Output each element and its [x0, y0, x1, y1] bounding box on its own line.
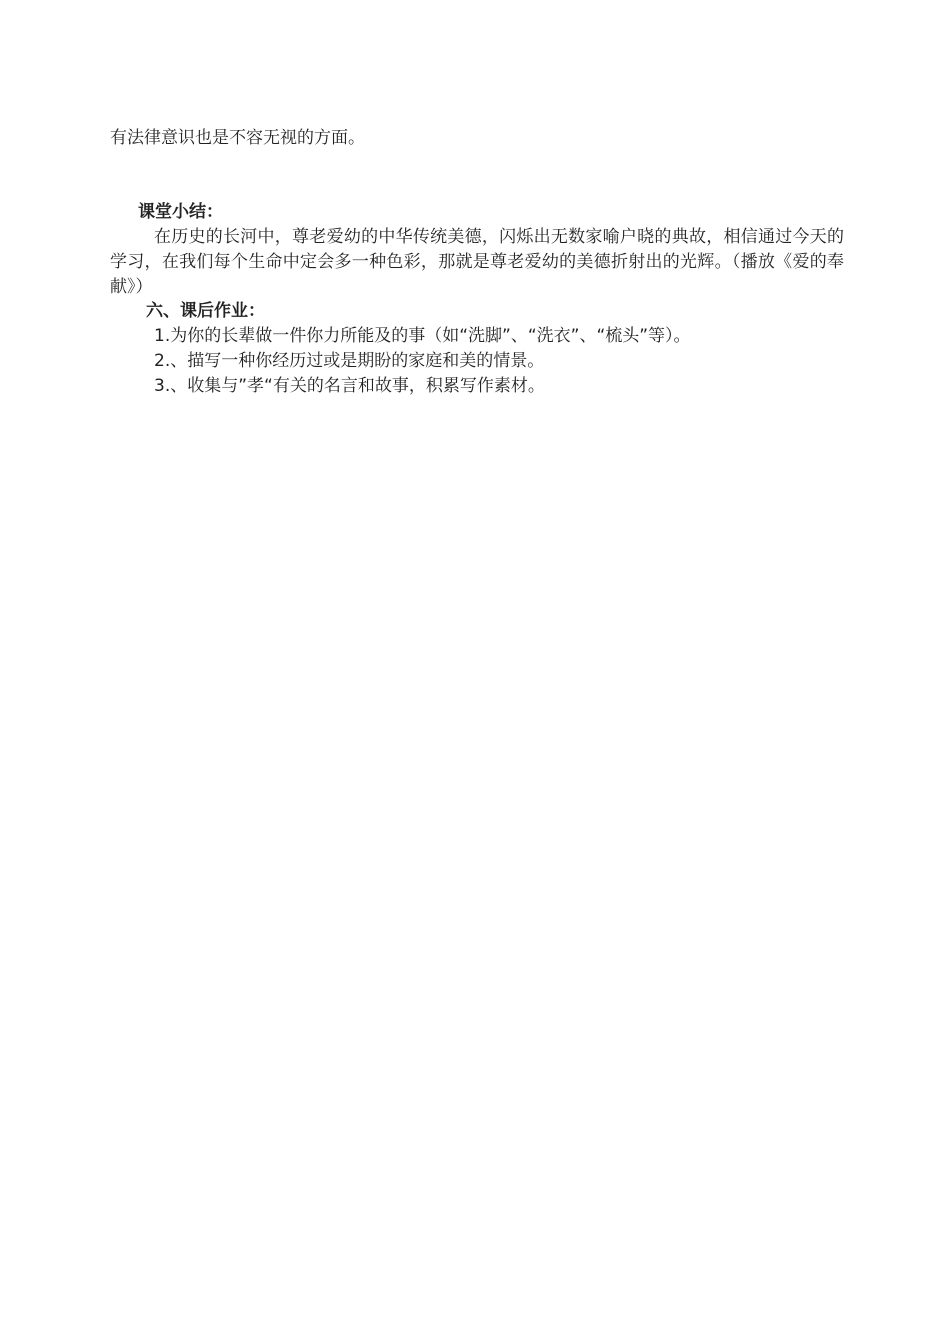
homework-item-1: 1.为你的长辈做一件你力所能及的事（如“洗脚”、“洗衣”、“梳头”等）。: [154, 326, 691, 346]
homework-item-3: 3.、收集与”孝“有关的名言和故事，积累写作素材。: [154, 376, 545, 396]
intro-tail-text: 有法律意识也是不容无视的方面。: [110, 128, 365, 148]
summary-heading: 课堂小结：: [138, 202, 223, 222]
homework-item-2: 2.、描写一种你经历过或是期盼的家庭和美的情景。: [154, 351, 545, 371]
summary-paragraph: 在历史的长河中，尊老爱幼的中华传统美德，闪烁出无数家喻户晓的典故，相信通过今天的学习，在我们每个生命中定会多一种色彩，那就是尊老爱幼的美德折射出的光辉。（播放《爱的奉献》）: [110, 227, 844, 297]
homework-heading: 六、课后作业：: [146, 301, 265, 321]
